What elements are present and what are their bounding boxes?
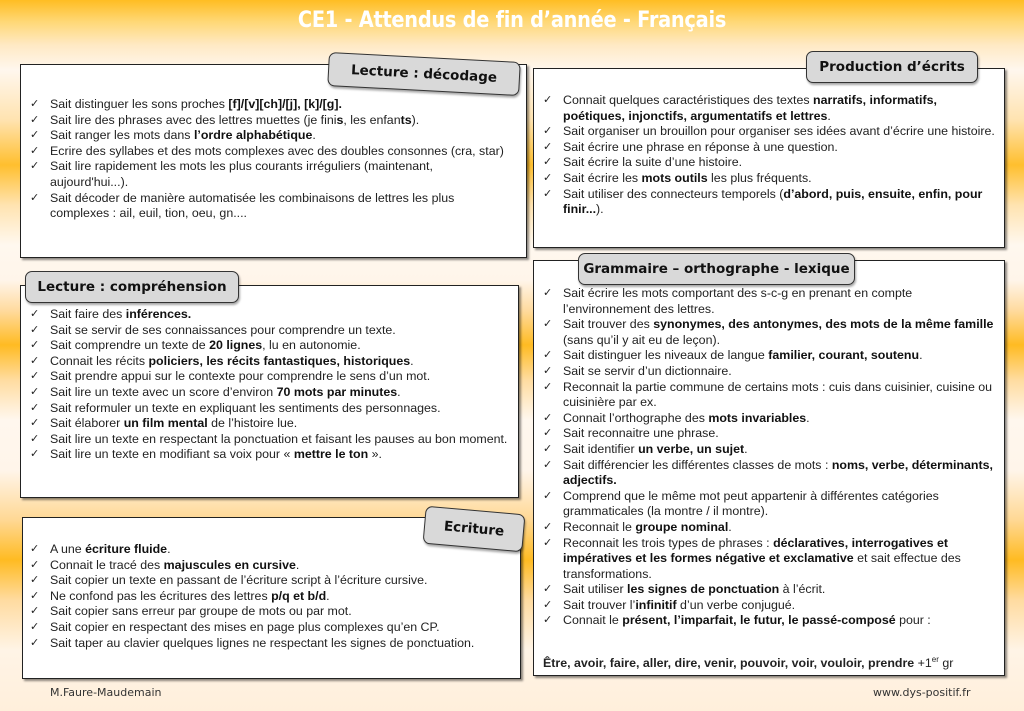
- list-item: ✓ Sait distinguer les sons proches [f]/[v][ch]/[j], [k]/[g].: [28, 97, 508, 113]
- list-item: ✓ Sait copier en respectant des mises en page plus complexes qu’en CP.: [28, 620, 513, 636]
- list-item: ✓ Sait écrire une phrase en réponse à une question.: [541, 140, 999, 156]
- list-item: ✓ Sait lire des phrases avec des lettres muettes (je finis, les enfants).: [28, 113, 508, 129]
- list-item: ✓ Sait élaborer un film mental de l’histoire lue.: [28, 416, 513, 432]
- list-item: ✓ Sait prendre appui sur le contexte pour comprendre le sens d’un mot.: [28, 369, 513, 385]
- list-item: ✓ Sait utiliser des connecteurs temporels (d’abord, puis, ensuite, enfin, pour finir...).: [541, 187, 999, 218]
- list-item: ✓ Sait ranger les mots dans l’ordre alphabétique.: [28, 128, 508, 144]
- list-item: ✓ Sait reconnaitre une phrase.: [541, 426, 999, 442]
- list-item: ✓ A une écriture fluide.: [28, 542, 513, 558]
- list-item: ✓ Sait trouver des synonymes, des antonymes, des mots de la même famille (sans qu’il y ait eu de leçon).: [541, 317, 999, 348]
- list-item: ✓ Sait décoder de manière automatisée les combinaisons de lettres les plus complexes : ail, euil, tion, oeu, gn....: [28, 191, 508, 222]
- list-item: ✓ Sait différencier les différentes classes de mots : noms, verbe, déterminants, adjectifs.: [541, 458, 999, 489]
- production-list: [541, 93, 999, 218]
- list-item: ✓ Connait le tracé des majuscules en cursive.: [28, 558, 513, 574]
- list-item: ✓ Sait copier sans erreur par groupe de mots ou par mot.: [28, 604, 513, 620]
- list-item: ✓ Comprend que le même mot peut appartenir à différentes catégories grammaticales (la montre / il montre).: [541, 489, 999, 520]
- comprehension-list: [28, 307, 513, 463]
- list-item: ✓ Connait le présent, l’imparfait, le futur, le passé-composé pour :: [541, 613, 999, 629]
- list-item: ✓ Sait trouver l’infinitif d’un verbe conjugué.: [541, 598, 999, 614]
- list-item: ✓ Reconnait la partie commune de certains mots : cuis dans cuisinier, cuisine ou cuisinière par ex.: [541, 380, 999, 411]
- list-item: ✓ Sait lire un texte avec un score d’environ 70 mots par minutes.: [28, 385, 513, 401]
- author-credit: M.Faure-Maudemain: [50, 686, 162, 699]
- list-item: ✓ Sait lire un texte en modifiant sa voix pour « mettre le ton ».: [28, 447, 513, 463]
- list-item: ✓ Ecrire des syllabes et des mots complexes avec des doubles consonnes (cra, star): [28, 144, 508, 160]
- list-item: ✓ Sait taper au clavier quelques lignes ne respectant les signes de ponctuation.: [28, 636, 513, 652]
- grammaire-heading: Grammaire – orthographe - lexique: [578, 253, 855, 285]
- list-item: ✓ Sait écrire les mots comportant des s-c-g en prenant en compte l’environnement des lettres.: [541, 286, 999, 317]
- list-item: ✓ Sait organiser un brouillon pour organiser ses idées avant d’écrire une histoire.: [541, 124, 999, 140]
- grammaire-verbs-line: Être, avoir, faire, aller, dire, venir, pouvoir, voir, vouloir, prendre +1er gr: [543, 655, 954, 671]
- list-item: ✓ Sait lire rapidement les mots les plus courants irréguliers (maintenant, aujourd'hui...).: [28, 159, 508, 190]
- decodage-heading: Lecture : décodage: [327, 52, 521, 96]
- list-item: ✓ Sait utiliser les signes de ponctuation à l’écrit.: [541, 582, 999, 598]
- ecriture-list: [28, 542, 513, 651]
- production-heading: Production d’écrits: [806, 51, 978, 83]
- list-item: ✓ Sait se servir d’un dictionnaire.: [541, 364, 999, 380]
- list-item: ✓ Reconnait le groupe nominal.: [541, 520, 999, 536]
- list-item: ✓ Sait faire des inférences.: [28, 307, 513, 323]
- list-item: ✓ Sait reformuler un texte en expliquant les sentiments des personnages.: [28, 401, 513, 417]
- list-item: ✓ Connait quelques caractéristiques des textes narratifs, informatifs, poétiques, injonctifs, argumentatifs et lettres.: [541, 93, 999, 124]
- page-title: CE1 - Attendus de fin d’année - Français: [297, 8, 727, 33]
- website-link[interactable]: www.dys-positif.fr: [873, 686, 971, 699]
- list-item: ✓ Sait lire un texte en respectant la ponctuation et faisant les pauses au bon moment.: [28, 432, 513, 448]
- list-item: ✓ Sait écrire les mots outils les plus fréquents.: [541, 171, 999, 187]
- ecriture-heading: Ecriture: [423, 506, 526, 553]
- grammaire-list: [541, 286, 999, 629]
- verbs-list: Être, avoir, faire, aller, dire, venir, pouvoir, voir, vouloir, prendre: [543, 656, 915, 671]
- list-item: ✓ Sait se servir de ses connaissances pour comprendre un texte.: [28, 323, 513, 339]
- list-item: ✓ Reconnait les trois types de phrases : déclaratives, interrogatives et impératives et les formes négative et exclamative et sait effectue des transformations.: [541, 536, 999, 583]
- comprehension-heading: Lecture : compréhension: [25, 271, 239, 303]
- list-item: ✓ Sait identifier un verbe, un sujet.: [541, 442, 999, 458]
- list-item: ✓ Sait copier un texte en passant de l’écriture script à l’écriture cursive.: [28, 573, 513, 589]
- list-item: ✓ Connait l’orthographe des mots invariables.: [541, 411, 999, 427]
- list-item: ✓ Sait écrire la suite d’une histoire.: [541, 155, 999, 171]
- list-item: ✓ Sait comprendre un texte de 20 lignes, lu en autonomie.: [28, 338, 513, 354]
- list-item: ✓ Sait distinguer les niveaux de langue familier, courant, soutenu.: [541, 348, 999, 364]
- list-item: ✓ Connait les récits policiers, les récits fantastiques, historiques.: [28, 354, 513, 370]
- list-item: ✓ Ne confond pas les écritures des lettres p/q et b/d.: [28, 589, 513, 605]
- decodage-list: [28, 97, 508, 222]
